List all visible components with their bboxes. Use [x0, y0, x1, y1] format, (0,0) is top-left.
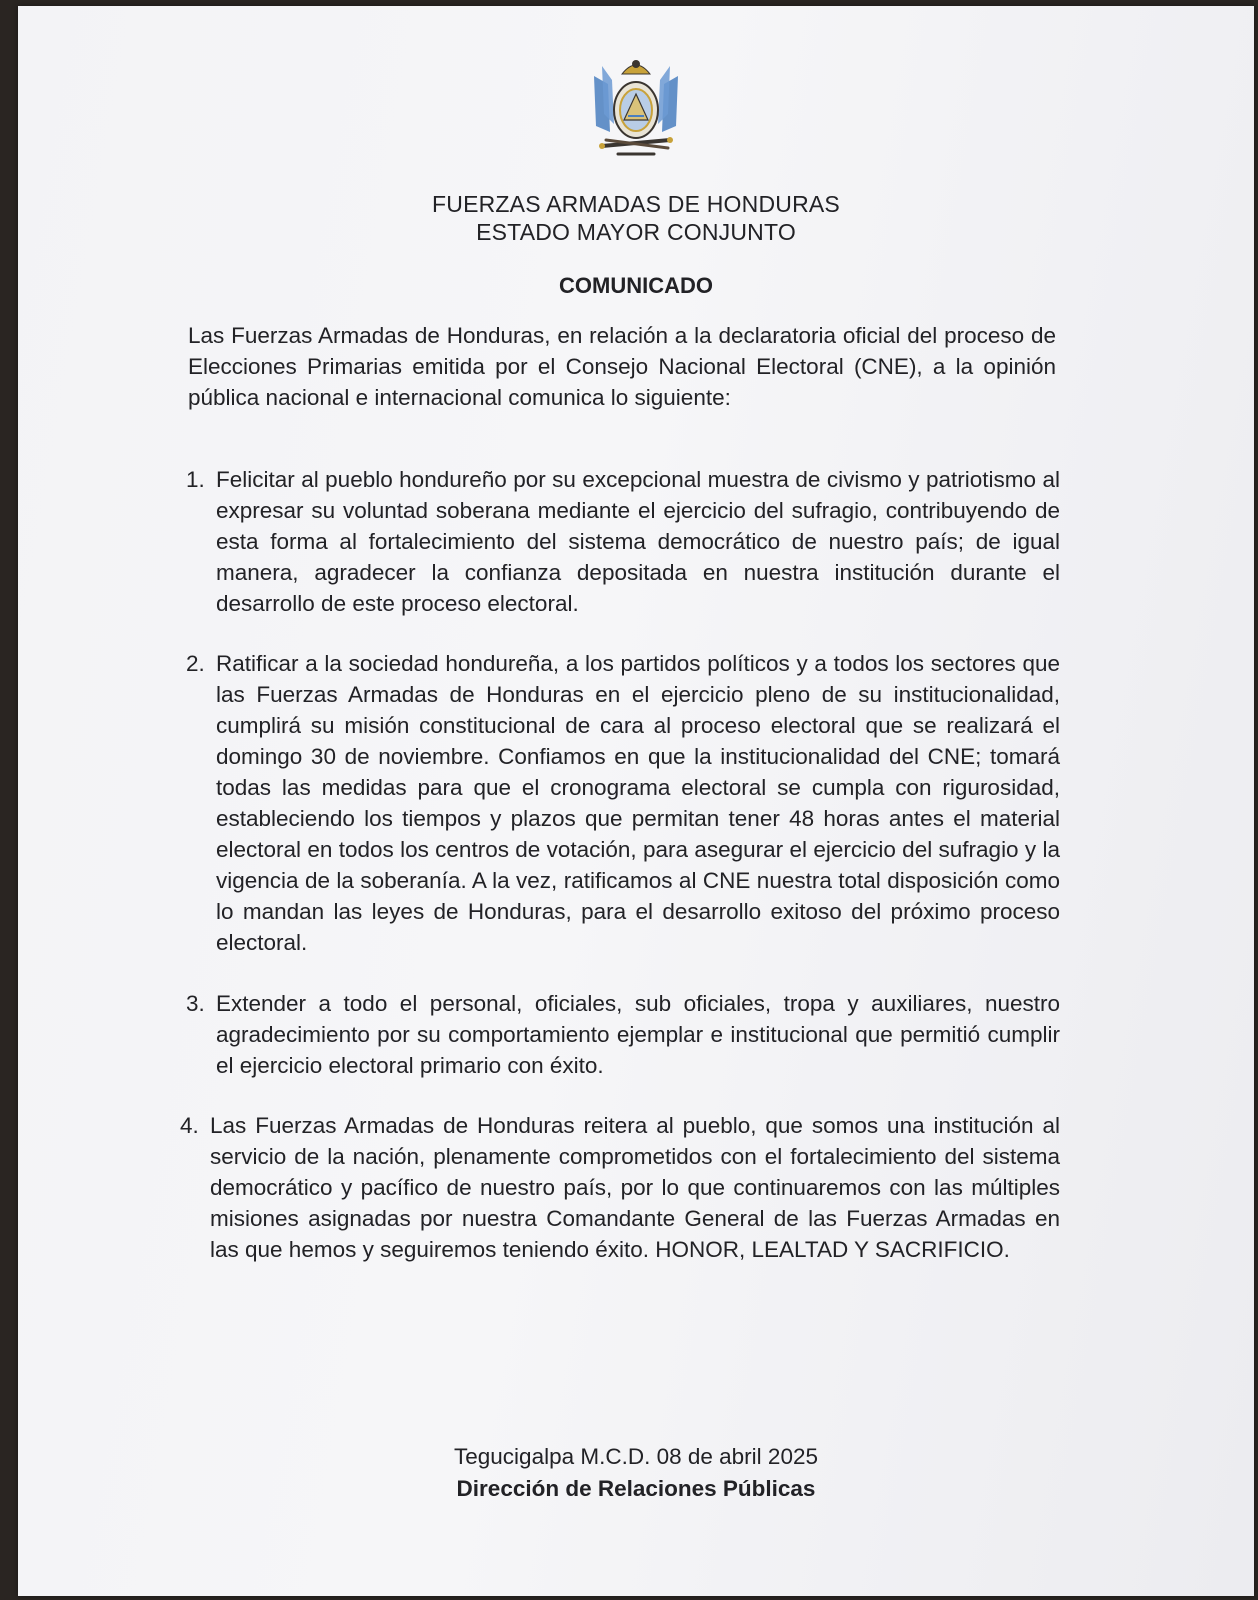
header-line-2: ESTADO MAYOR CONJUNTO	[476, 219, 796, 245]
intro-paragraph: Las Fuerzas Armadas de Honduras, en relación a la declaratoria oficial del proceso de Elecciones Primarias emitida por el Consejo Nacional Electoral (CNE), a la opinión pública nacional e internacional comunica lo siguiente:	[188, 323, 1056, 410]
coat-of-arms-icon	[588, 54, 684, 164]
page-title: COMUNICADO	[559, 273, 713, 298]
list-item-text: Extender a todo el personal, oficiales, sub oficiales, tropa y auxiliares, nuestro agradecimiento por su comportamiento ejemplar e institucional que permitió cumplir el ejercicio electoral primario con éxito.	[216, 991, 1060, 1078]
list-item	[180, 1110, 1060, 1265]
department-signature: Dirección de Relaciones Públicas	[456, 1476, 816, 1501]
list-item-number: 2.	[186, 651, 205, 676]
list-item-number: 3.	[186, 991, 205, 1016]
place-date: Tegucigalpa M.C.D. 08 de abril 2025	[454, 1444, 818, 1469]
list-item-text: Ratificar a la sociedad hondureña, a los partidos políticos y a todos los sectores que las Fuerzas Armadas de Honduras en el ejercicio pleno de su institucionalidad, cumplirá su misión constitucional de cara al proceso electoral que se realizará el domingo 30 de noviembre. Confiamos en que la institucionalidad del CNE; tomará todas las medidas para que el cronograma electoral se cumpla con rigurosidad, estableciendo los tiempos y plazos que permitan tener 48 horas antes el material electoral en todos los centros de votación, para asegurar el ejercicio del sufragio y la vigencia de la soberanía. A la vez, ratificamos al CNE nuestra total disposición como lo mandan las leyes de Honduras, para el desarrollo exitoso del próximo proceso electoral.	[216, 651, 1060, 955]
header-line-1: FUERZAS ARMADAS DE HONDURAS	[432, 191, 840, 217]
document-page	[18, 6, 1254, 1596]
list-item	[186, 464, 1060, 619]
list-item-number: 4.	[180, 1113, 199, 1138]
list-item-number: 1.	[186, 467, 205, 492]
list-item	[186, 648, 1060, 958]
list-item-text: Las Fuerzas Armadas de Honduras reitera al pueblo, que somos una institución al servicio de la nación, plenamente comprometidos con el fortalecimiento del sistema democrático y pacífico de nuestro país, por lo que continuaremos con las múltiples misiones asignadas por nuestra Comandante General de las Fuerzas Armadas en las que hemos y seguiremos teniendo éxito. HONOR, LEALTAD Y SACRIFICIO.	[210, 1113, 1060, 1262]
list-item	[186, 988, 1060, 1081]
list-item-text: Felicitar al pueblo hondureño por su excepcional muestra de civismo y patriotismo al expresar su voluntad soberana mediante el ejercicio del sufragio, contribuyendo de esta forma al fortalecimiento del sistema democrático de nuestro país; de igual manera, agradecer la confianza depositada en nuestra institución durante el desarrollo de este proceso electoral.	[216, 467, 1060, 616]
